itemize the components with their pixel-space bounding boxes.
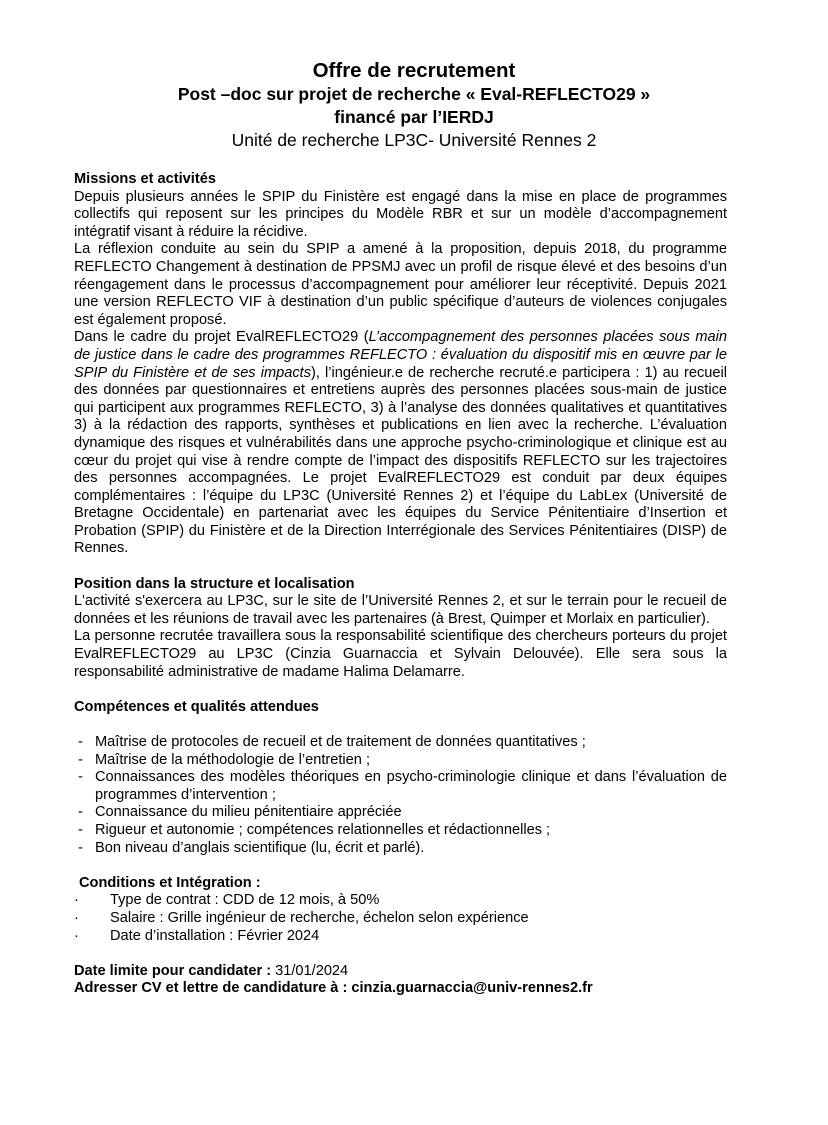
dash-bullet: - xyxy=(78,734,83,750)
list-item: - Connaissance du milieu pénitentiaire appréciée xyxy=(78,804,402,821)
list-item: - Bon niveau d’anglais scientifique (lu, écrit et parlé). xyxy=(78,839,425,856)
post-subtitle: Post –doc sur projet de recherche « Eval-REFLECTO29 » xyxy=(177,84,651,104)
list-item: - Connaissances des modèles théoriques en psycho-criminologie clinique et dans l’évaluation de programmes d’intervention ; xyxy=(78,769,727,803)
dash-bullet: - xyxy=(78,751,83,768)
missions-paragraph-3 xyxy=(74,329,727,558)
contact-email[interactable]: cinzia.guarnaccia@univ-rennes2.fr xyxy=(351,980,593,997)
dash-bullet: - xyxy=(78,804,83,821)
dash-bullet: - xyxy=(78,821,83,838)
dot-bullet: · xyxy=(74,892,79,909)
list-item: - Maîtrise de la méthodologie de l’entretien ; xyxy=(78,751,371,768)
position-paragraph-1: L'activité s'exercera au LP3C, sur le site de l’Université Rennes 2, et sur le terrain pour le recueil de données et les réunions de travail avec les partenaires (à Brest, Quimper et Morlaix en particulier). xyxy=(74,593,727,627)
research-unit: Unité de recherche LP3C- Université Rennes 2 xyxy=(231,130,597,150)
list-item: - Rigueur et autonomie ; compétences relationnelles et rédactionnelles ; xyxy=(78,821,551,838)
missions-p3-italic: L’accompagnement des personnes placées sous main de justice dans le cadre des programmes REFLECTO : évaluation du dispositif mis en œuvre par le SPIP du Finistère et de ses impacts xyxy=(74,329,728,381)
missions-p3-rest: ), l’ingénieur.e de recherche recruté.e participera : 1) au recueil des données par questionnaires et entretiens auprès des personnes placées sous-main de justice qui participent aux programmes REFLECTO, 3) à l’analyse des données qualitatives et quantitatives 3) à la rédaction des rapports, synthèses et publications en lien avec la recherche. L’évaluation dynamique des risques et vulnérabilités dans une approche psycho-criminologique et clinique est au cœur du projet qui vise à rendre compte de l’impact des dispositifs REFLECTO sur les trajectoires des personnes accompagnées. Le projet EvalREFLECTO29 est conduit par deux équipes complémentaires : l’équipe du LP3C (Université Rennes 2) et l’équipe du LabLex (Université de Bretagne Occidentale) en partenariat avec les équipes du Service Pénitentiaire d’Insertion et Probation (SPIP) du Finistère et de la Direction Interrégionale des Services Pénitentiaires (DISP) de Rennes. xyxy=(74,364,727,557)
apply-label: Adresser CV et lettre de candidature à : xyxy=(74,980,348,997)
deadline-value: 31/01/2024 xyxy=(275,962,349,979)
list-item: · Date d’installation : Février 2024 xyxy=(74,927,320,944)
competences-heading: Compétences et qualités attendues xyxy=(74,698,319,715)
document-header xyxy=(0,58,828,152)
position-heading: Position dans la structure et localisation xyxy=(74,575,355,592)
deadline-line xyxy=(74,963,727,981)
position-paragraph-2: La personne recrutée travaillera sous la responsabilité scientifique des chercheurs porteurs du projet EvalREFLECTO29 au LP3C (Cinzia Guarnaccia et Sylvain Delouvée). Elle sera sous la responsabilité administrative de madame Halima Delamarre. xyxy=(74,628,727,680)
conditions-list xyxy=(74,892,727,945)
missions-heading: Missions et activités xyxy=(74,171,216,187)
apply-line xyxy=(74,980,727,998)
conditions-heading: Conditions et Intégration : xyxy=(79,874,261,891)
dash-bullet: - xyxy=(78,839,83,856)
dot-bullet: · xyxy=(74,927,79,944)
list-item: · Salaire : Grille ingénieur de recherche, échelon selon expérience xyxy=(74,909,529,926)
funding-subtitle: financé par l’IERDJ xyxy=(334,107,494,127)
page-title: Offre de recrutement xyxy=(312,59,516,82)
competences-list xyxy=(74,734,727,857)
list-item: · Type de contrat : CDD de 12 mois, à 50% xyxy=(74,892,380,909)
missions-p3-intro: Dans le cadre du projet EvalREFLECTO29 ( xyxy=(74,329,369,346)
document-body xyxy=(74,171,727,998)
deadline-label: Date limite pour candidater : xyxy=(74,962,272,979)
dash-bullet: - xyxy=(78,769,83,786)
list-item: - Maîtrise de protocoles de recueil et de traitement de données quantitatives ; xyxy=(78,734,586,750)
missions-paragraph-1: Depuis plusieurs années le SPIP du Finistère est engagé dans la mise en place de programmes collectifs qui reposent sur les principes du Modèle RBR et sur un modèle d’accompagnement intégratif visant à réduire la récidive. xyxy=(74,188,727,240)
dot-bullet: · xyxy=(74,909,79,926)
missions-paragraph-2: La réflexion conduite au sein du SPIP a amené à la proposition, depuis 2018, du programme REFLECTO Changement à destination de PPSMJ avec un profil de risque élevé et des besoins d’un réengagement dans le processus d’accompagnement pour améliorer leur réceptivité. Depuis 2021 une version REFLECTO VIF à destination d’un public spécifique d’auteurs de violences conjugales est également proposé. xyxy=(74,241,727,328)
